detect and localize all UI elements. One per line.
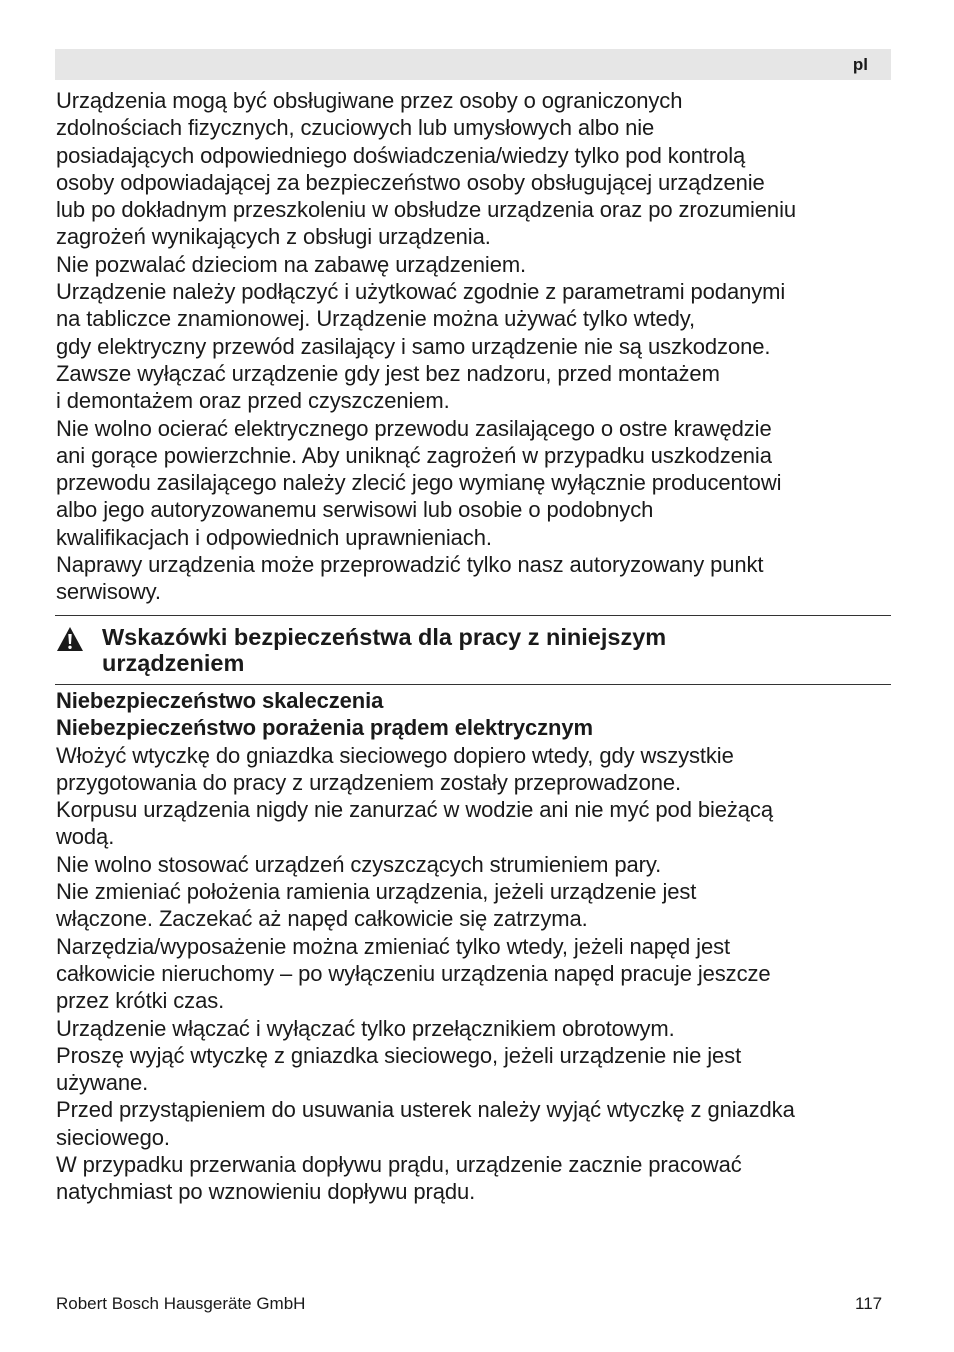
intro-line: Zawsze wyłączać urządzenie gdy jest bez nadzoru, przed montażem (56, 360, 720, 386)
warning-triangle-icon (56, 626, 84, 652)
safety-line: Włożyć wtyczkę do gniazdka sieciowego dopiero wtedy, gdy wszystkie (56, 742, 734, 768)
safety-line: Proszę wyjąć wtyczkę z gniazdka sieciowego, jeżeli urządzenie nie jest (56, 1042, 742, 1068)
safety-line: sieciowego. (56, 1124, 170, 1150)
intro-line: zdolnościach fizycznych, czuciowych lub umysłowych albo nie (56, 115, 655, 141)
safety-line: przygotowania do pracy z urządzeniem zostały przeprowadzone. (56, 769, 681, 795)
safety-line: używane. (56, 1070, 149, 1096)
intro-line: Nie pozwalać dzieciom na zabawę urządzeniem. (56, 251, 527, 277)
safety-text-block (56, 687, 892, 1206)
safety-subheading: Niebezpieczeństwo porażenia prądem elektrycznym (56, 715, 593, 741)
intro-line: Urządzenie należy podłączyć i użytkować zgodnie z parametrami podanymi (56, 279, 786, 305)
warning-heading (102, 625, 666, 676)
safety-line: włączone. Zaczekać aż napęd całkowicie się zatrzyma. (56, 906, 588, 932)
intro-line: gdy elektryczny przewód zasilający i samo urządzenie nie są uszkodzone. (56, 333, 771, 359)
safety-line: przez krótki czas. (56, 988, 225, 1014)
intro-line: osoby odpowiadającej za bezpieczeństwo osoby obsługującej urządzenie (56, 169, 765, 195)
footer-page-number: 117 (855, 1294, 883, 1313)
safety-line: Nie zmieniać położenia ramienia urządzenia, jeżeli urządzenie jest (56, 879, 697, 905)
intro-line: Urządzenia mogą być obsługiwane przez osoby o ograniczonych (56, 88, 683, 113)
safety-line: Urządzenie włączać i wyłączać tylko przełącznikiem obrotowym. (56, 1015, 675, 1041)
safety-line: Korpusu urządzenia nigdy nie zanurzać w wodzie ani nie myć pod bieżącą (56, 797, 773, 823)
intro-line: posiadających odpowiedniego doświadczenia/wiedzy tylko pod kontrolą (56, 142, 746, 168)
intro-line: na tabliczce znamionowej. Urządzenie można używać tylko wtedy, (56, 306, 696, 332)
intro-line: albo jego autoryzowanemu serwisowi lub osobie o podobnych (56, 497, 654, 523)
intro-line: serwisowy. (56, 579, 161, 605)
safety-line: Narzędzia/wyposażenie można zmieniać tylko wtedy, jeżeli napęd jest (56, 933, 731, 959)
intro-line: kwalifikacjach i odpowiednich uprawnieniach. (56, 524, 492, 550)
intro-line: przewodu zasilającego należy zlecić jego wymianę wyłącznie producentowi (56, 470, 782, 496)
language-header-bar (55, 49, 891, 80)
safety-line: W przypadku przerwania dopływu prądu, urządzenie zacznie pracować (56, 1152, 742, 1178)
section-divider-bottom (55, 684, 891, 685)
safety-subheading: Niebezpieczeństwo skaleczenia (56, 688, 384, 713)
safety-line: wodą. (56, 824, 115, 850)
safety-line: Nie wolno stosować urządzeń czyszczących strumieniem pary. (56, 851, 662, 877)
intro-line: ani gorące powierzchnie. Aby uniknąć zagrożeń w przypadku uszkodzenia (56, 442, 772, 468)
intro-line: Naprawy urządzenia może przeprowadzić tylko nasz autoryzowany punkt (56, 552, 764, 578)
safety-line: natychmiast po wznowieniu dopływu prądu. (56, 1179, 476, 1205)
intro-line: lub po dokładnym przeszkoleniu w obsłudze urządzenia oraz po zrozumieniu (56, 197, 796, 223)
safety-line: Przed przystąpieniem do usuwania usterek należy wyjąć wtyczkę z gniazdka (56, 1097, 795, 1123)
section-divider-top (55, 615, 891, 616)
warning-heading-line: Wskazówki bezpieczeństwa dla pracy z niniejszym (102, 624, 667, 650)
intro-line: i demontażem oraz przed czyszczeniem. (56, 388, 450, 414)
safety-line: całkowicie nieruchomy – po wyłączeniu urządzenia napęd pracuje jeszcze (56, 960, 771, 986)
intro-text-block (56, 87, 892, 606)
footer-company: Robert Bosch Hausgeräte GmbH (56, 1294, 306, 1313)
intro-line: Nie wolno ocierać elektrycznego przewodu zasilającego o ostre krawędzie (56, 415, 772, 441)
intro-line: zagrożeń wynikających z obsługi urządzenia. (56, 224, 491, 250)
language-code: pl (852, 55, 868, 74)
warning-heading-line: urządzeniem (102, 649, 245, 676)
